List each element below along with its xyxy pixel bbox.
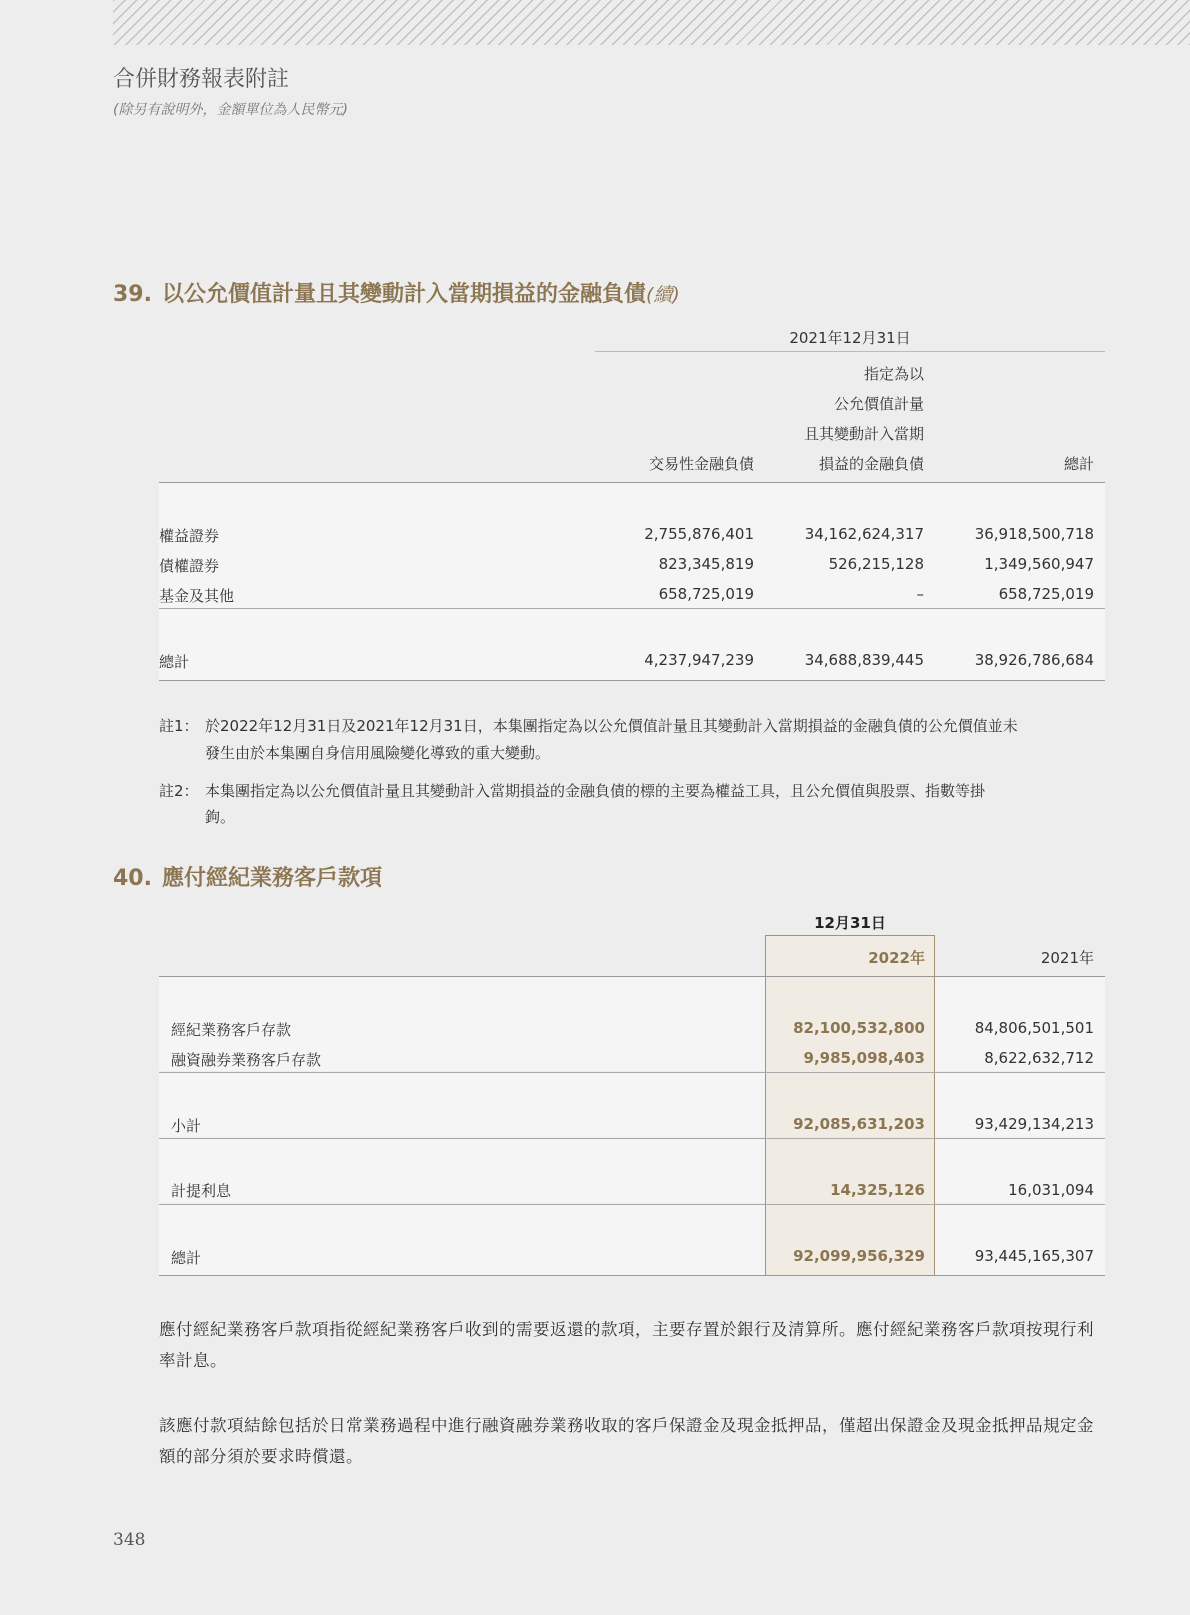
table39-row-label: 債權證券: [159, 557, 220, 575]
table39-bottom-rule: [159, 680, 1105, 681]
page-header-title: 合併財務報表附註: [113, 67, 290, 92]
section-40-paragraph-2: 該應付款項結餘包括於日常業務過程中進行融資融券業務收取的客戶保證金及現金抵押品，僅超出保證金及現金抵押品規定金額的部分須於要求時償還。: [159, 1416, 1094, 1466]
table40-header-rule: [159, 976, 1105, 977]
section-39-heading: [113, 277, 680, 308]
table40-period-header: 12月31日: [814, 914, 886, 932]
section-40-heading: [113, 861, 382, 892]
table40-interest-current: 14,325,126: [830, 1181, 925, 1199]
table39-cell-total: 1,349,560,947: [984, 555, 1094, 573]
table39-cell-trading: 823,345,819: [658, 555, 754, 573]
table40-subtotal-current: 92,085,631,203: [793, 1115, 925, 1133]
table40-bottom-rule: [159, 1275, 1105, 1276]
table40-rule: [159, 1072, 1105, 1073]
table40-cell-prior: 8,622,632,712: [984, 1049, 1094, 1067]
section-39-title: 以公允價值計量且其變動計入當期損益的金融負債: [161, 282, 646, 307]
table39-header-designated-l3: 且其變動計入當期: [803, 425, 924, 443]
table39-cell-trading: 2,755,876,401: [644, 525, 754, 543]
table39-total-designated: 34,688,839,445: [804, 651, 924, 669]
page-header-subtitle: (除另有說明外，金額單位為人民幣元): [113, 102, 348, 118]
table39-cell-total: 658,725,019: [998, 585, 1094, 603]
table39-cell-total: 36,918,500,718: [974, 525, 1094, 543]
section-40-paragraph-1: 應付經紀業務客戶款項指從經紀業務客戶收到的需要返還的款項，主要存置於銀行及清算所。應付經紀業務客戶款項按現行利率計息。: [159, 1320, 1094, 1370]
table39-header-designated-l1: 指定為以: [863, 365, 924, 383]
section-39-continued: (續): [646, 284, 680, 306]
table40-current-year-highlight: [765, 935, 935, 1276]
table39-total-band: [159, 609, 1105, 680]
table40-row-label: 融資融券業務客戶存款: [171, 1051, 322, 1069]
table40-subtotal-prior: 93,429,134,213: [974, 1115, 1094, 1133]
note-2-tag: 註2：: [159, 782, 199, 800]
table40-interest-label: 計提利息: [171, 1182, 232, 1200]
table40-rule: [159, 1204, 1105, 1205]
table40-subtotal-label: 小計: [171, 1117, 202, 1135]
table39-period-rule: [595, 351, 1105, 352]
table39-total-total: 38,926,786,684: [974, 651, 1094, 669]
note-1-line2: 發生由於本集團自身信用風險變化導致的重大變動。: [205, 744, 551, 762]
table40-row-label: 經紀業務客戶存款: [171, 1021, 292, 1039]
table40-year-prior: 2021年: [1040, 949, 1094, 967]
table39-total-label: 總計: [159, 653, 190, 671]
table39-cell-designated: 526,215,128: [828, 555, 924, 573]
table39-period: 2021年12月31日: [789, 329, 911, 347]
table40-year-current: 2022年: [868, 949, 925, 967]
section-40-number: 40.: [113, 866, 152, 891]
page-number: 348: [113, 1530, 146, 1550]
table39-row-label: 基金及其他: [159, 587, 235, 605]
table40-cell-current: 9,985,098,403: [803, 1049, 925, 1067]
table39-cell-designated: –: [916, 585, 924, 603]
note-1-tag: 註1：: [159, 717, 199, 735]
table39-subtotal-rule: [159, 608, 1105, 609]
table39-header-designated-l2: 公允價值計量: [833, 395, 924, 413]
table40-cell-prior: 84,806,501,501: [974, 1019, 1094, 1037]
table39-row-label: 權益證券: [159, 527, 220, 545]
table40-cell-current: 82,100,532,800: [793, 1019, 925, 1037]
section-40-title: 應付經紀業務客戶款項: [161, 866, 382, 891]
header-stripe: [113, 0, 1190, 45]
table40-interest-prior: 16,031,094: [1008, 1181, 1094, 1199]
section-39-number: 39.: [113, 282, 152, 307]
table40-total-label: 總計: [171, 1249, 202, 1267]
table39-header-trading: 交易性金融負債: [648, 455, 754, 473]
table40-total-prior: 93,445,165,307: [974, 1247, 1094, 1265]
table40-total-current: 92,099,956,329: [793, 1247, 925, 1265]
table39-total-trading: 4,237,947,239: [644, 651, 754, 669]
table39-header-total: 總計: [1063, 455, 1094, 473]
table39-cell-trading: 658,725,019: [658, 585, 754, 603]
table39-header-designated-l4: 損益的金融負債: [818, 455, 924, 473]
table40-rule: [159, 1138, 1105, 1139]
note-1-line1: 於2022年12月31日及2021年12月31日，本集團指定為以公允價值計量且其變動計入當期損益的金融負債的公允價值並未: [205, 717, 1018, 735]
note-2-line2: 鉤。: [205, 808, 236, 826]
table39-cell-designated: 34,162,624,317: [804, 525, 924, 543]
note-2-line1: 本集團指定為以公允價值計量且其變動計入當期損益的金融負債的標的主要為權益工具，且公允價值與股票、指數等掛: [205, 782, 986, 800]
